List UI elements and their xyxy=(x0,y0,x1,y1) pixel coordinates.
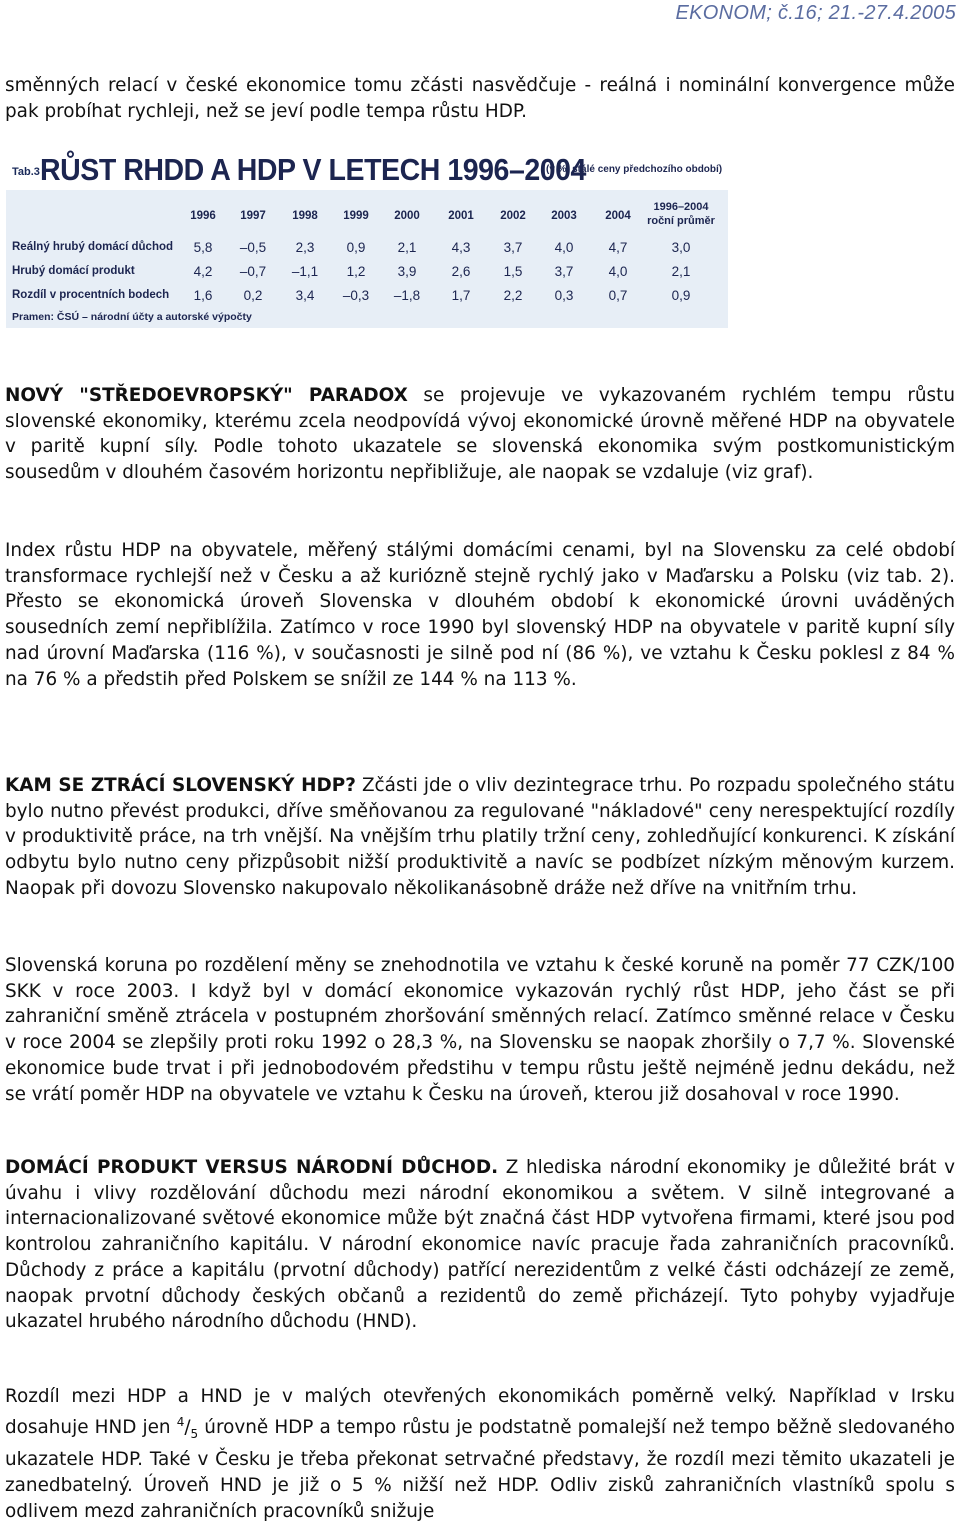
row-label: Rozdíl v procentních bodech xyxy=(12,289,170,301)
table-cell: 2,3 xyxy=(295,240,315,255)
table-cell: 3,7 xyxy=(554,264,574,279)
table-cell: 1,2 xyxy=(346,264,366,279)
paragraph-hdp-hnd: Rozdíl mezi HDP a HND je v malých otevřených ekonomikách poměrně velký. Například v Irsku dosahuje HND jen $^4/_5$ úrovně HDP a tempo růstu je podstatně pomalejší než tempo běžně sledovaného ukazatele HDP. Také v Česku je třeba překonat setrvačné představy, že rozdíl mezi těmito ukazateli je zanedbatelný. Úroveň HND je již o 5 % nižší než HDP. Odliv zisků zahraničních vlastníků spolu s odlivem mezd zahraničních pracovníků snižuje xyxy=(5,1386,955,1522)
table-cell: 0,3 xyxy=(554,288,574,303)
paragraph-text: úrovně HDP a tempo růstu je podstatně pomalejší než tempo běžně sledovaného ukazatele HDP. Také v Česku je třeba překonat setrvačné představy, že rozdíl mezi těmito ukazateli je zanedbatelný. Úroveň HND je již o 5 % nižší než HDP. Odliv zisků zahraničních vlastníků spolu s odlivem mezd zahraničních pracovníků snižuje xyxy=(5,1416,955,1522)
paragraph-domestic-product xyxy=(5,1155,955,1335)
paragraph-lost-gdp xyxy=(5,773,955,902)
table-cell: 1,5 xyxy=(503,264,523,279)
table-title: RŮST RHDD A HDP V LETECH 1996–2004 xyxy=(40,152,586,187)
paragraph-text: Zčásti jde o vliv dezintegrace trhu. Po rozpadu společného státu bylo nutno převést produkci, dříve směňovanou za regulované "nákladové" ceny nerespektující rozdíly v produktivitě práce, na trh vnější. Na vnějším trhu platily tržní ceny, zohledňující konkurenci. K získání odbytu bylo nutno ceny přizpůsobit nižší produktivitě a navíc se podbízet nízkým měnovým kurzem. Naopak při dovozu Slovensko nakupovalo několikanásobně dráže než dříve na vnitřním trhu. xyxy=(5,775,955,899)
table-header-row xyxy=(6,200,728,230)
year-header: 2002 xyxy=(500,210,526,222)
table-cell: –0,5 xyxy=(239,240,267,255)
table-number: Tab.3 xyxy=(12,166,40,178)
table-cell: –1,1 xyxy=(291,264,319,279)
paragraph-lead: DOMÁCÍ PRODUKT VERSUS NÁRODNÍ DŮCHOD. xyxy=(5,1157,499,1178)
average-header xyxy=(645,200,717,228)
growth-table xyxy=(6,148,728,328)
table-cell: 4,2 xyxy=(193,264,213,279)
year-header: 2000 xyxy=(394,210,420,222)
year-header: 1996 xyxy=(190,210,216,222)
average-header-line2: roční průměr xyxy=(647,215,715,227)
table-cell: 0,7 xyxy=(608,288,628,303)
year-header: 1997 xyxy=(240,210,266,222)
table-cell: 0,9 xyxy=(671,288,691,303)
table-cell: 3,7 xyxy=(503,240,523,255)
table-source: Pramen: ČSÚ – národní účty a autorské výpočty xyxy=(12,311,252,323)
table-cell: 0,9 xyxy=(346,240,366,255)
table-cell: 4,0 xyxy=(608,264,628,279)
year-header: 2004 xyxy=(605,210,631,222)
paragraph-lead: KAM SE ZTRÁCÍ SLOVENSKÝ HDP? xyxy=(5,775,356,796)
table-cell: 5,8 xyxy=(193,240,213,255)
intro-paragraph: směnných relací v české ekonomice tomu zčásti nasvědčuje - reálná i nominální konvergence může pak probíhat rychleji, než se jeví podle tempa růstu HDP. xyxy=(5,75,955,122)
paragraph-index xyxy=(5,538,955,692)
table-cell: –0,3 xyxy=(342,288,370,303)
year-header: 1998 xyxy=(292,210,318,222)
table-cell: 3,0 xyxy=(671,240,691,255)
row-label: Reálný hrubý domácí důchod xyxy=(12,241,174,253)
row-label: Hrubý domácí produkt xyxy=(12,265,135,277)
fraction-denominator: 5 xyxy=(190,1426,199,1441)
table-cell: 2,2 xyxy=(503,288,523,303)
year-header: 1999 xyxy=(343,210,369,222)
table-note: (v %, stálé ceny předchozího období) xyxy=(546,164,723,175)
table-cell: 4,3 xyxy=(451,240,471,255)
table-cell: 4,7 xyxy=(608,240,628,255)
paragraph-paradox xyxy=(5,383,955,486)
table-cell: 2,6 xyxy=(451,264,471,279)
year-header: 2001 xyxy=(448,210,474,222)
table-cell: 3,9 xyxy=(397,264,417,279)
table-cell: 2,1 xyxy=(671,264,691,279)
table-cell: 2,1 xyxy=(397,240,417,255)
paragraph-koruna xyxy=(5,953,955,1107)
table-body xyxy=(6,190,728,328)
table-cell: –1,8 xyxy=(393,288,421,303)
publication-header: EKONOM; č.16; 21.-27.4.2005 xyxy=(675,2,956,24)
paragraph-lead: NOVÝ "STŘEDOEVROPSKÝ" PARADOX xyxy=(5,385,408,406)
table-title-row xyxy=(6,148,728,188)
table-cell: –0,7 xyxy=(239,264,267,279)
table-cell: 1,7 xyxy=(451,288,471,303)
table-cell: 4,0 xyxy=(554,240,574,255)
table-cell: 1,6 xyxy=(193,288,213,303)
table-cell: 0,2 xyxy=(243,288,263,303)
fraction-numerator: 4 xyxy=(176,1414,185,1429)
table-row xyxy=(6,286,728,308)
paragraph-text: se projevuje ve vykazovaném rychlém tempu růstu slovenské ekonomiky, kterému zcela neodpovídá vývoj ekonomické úrovně měřené HDP na obyvatele v paritě kupní síly. Podle tohoto ukazatele se slovenská ekonomika svým postkomunistickým sousedům v dlouhém časovém horizontu nepřibližuje, ale naopak se vzdaluje (viz graf). xyxy=(5,385,955,484)
table-cell: 3,4 xyxy=(295,288,315,303)
paragraph-text: Z hlediska národní ekonomiky je důležité brát v úvahu i vlivy rozdělování důchodu mezi národní ekonomikou a světem. V silně integrované a internacionalizované světové ekonomice může být značná část HDP vytvořena firmami, které jsou pod kontrolou zahraničního kapitálu. V národní ekonomice navíc pracuje řada zahraničních pracovníků. Důchody z práce a kapitálu (prvotní důchody) patřící nerezidentům z velké části odcházejí ze země, naopak prvotní důchody českých občanů a rezidentů do země přicházejí. Tyto pohyby vyjadřuje ukazatel hrubého národního důchodu (HND). xyxy=(5,1157,955,1333)
paragraph-text: Index růstu HDP na obyvatele, měřený stálými domácími cenami, byl na Slovensku za celé období transformace rychlejší než v Česku a až kuriózně stejně rychlý jako v Maďarsku a Polsku (viz tab. 2). Přesto se ekonomická úroveň Slovenska v dlouhém období k ekonomické úrovni uváděných sousedních zemí nepřiblížila. Zatímco v roce 1990 byl slovenský HDP na obyvatele v paritě kupní síly nad úrovní Maďarska (116 %), v současnosti je silně pod ní (86 %), ve vztahu k Česku poklesl z 84 % na 76 % a předstih před Polskem se snížil ze 144 % na 113 %. xyxy=(5,540,955,690)
paragraph-text: Slovenská koruna po rozdělení měny se znehodnotila ve vztahu k české koruně na poměr 77 CZK/100 SKK v roce 2003. I když byl v domácí ekonomice vykazován rychlý růst HDP, jeho část se při zahraniční směně ztrácela v postupném zhoršování směnných relací. Zatímco směnné relace v Česku v roce 2004 se zlepšily proti roku 1992 o 28,3 %, na Slovensku se naopak zhoršily o 7,7 %. Slovenské ekonomice bude trvat i při jednobodovém předstihu v tempu růstu ještě nejméně jednu dekádu, než se vrátí poměr HDP na obyvatele ve vztahu k Česku na úroveň, kterou již dosahoval v roce 1990. xyxy=(5,955,955,1105)
paragraph-text: Rozdíl mezi HDP a HND je v malých otevřených ekonomikách poměrně velký. Například v Irsku dosahuje HND jen xyxy=(5,1386,955,1438)
table-row xyxy=(6,238,728,260)
year-header: 2003 xyxy=(551,210,577,222)
average-header-line1: 1996–2004 xyxy=(653,201,709,213)
table-row xyxy=(6,262,728,284)
